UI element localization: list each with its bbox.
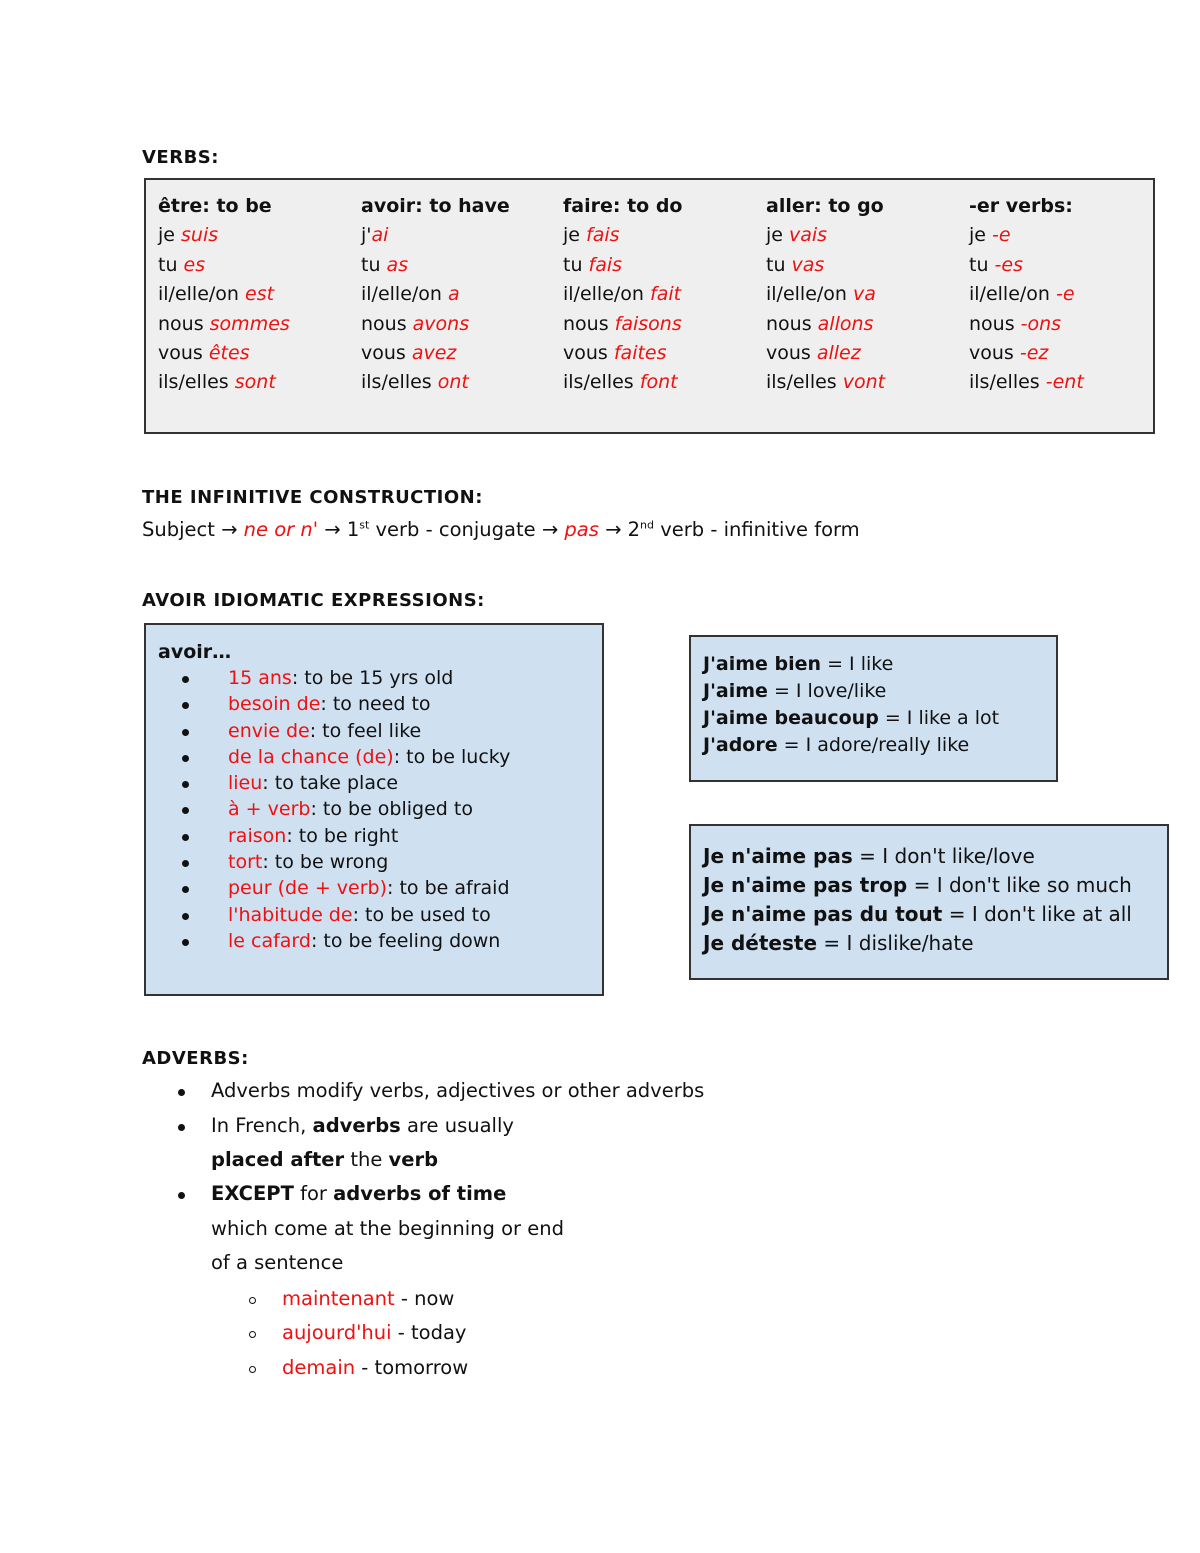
verb-column-header: faire: to do xyxy=(563,195,683,217)
conjugation-row: nous sommes xyxy=(158,312,290,335)
adverbs-point-3-cont: which come at the beginning or end xyxy=(211,1217,564,1240)
adverbs-heading: ADVERBS: xyxy=(142,1048,249,1069)
bullet-icon xyxy=(182,913,189,920)
verb-column-er-verbs xyxy=(969,192,1084,398)
adverbs-point-2: In French, adverbs are usually xyxy=(211,1114,514,1137)
conjugation-row: ils/elles font xyxy=(563,371,678,394)
like-phrase: J'aime = I love/like xyxy=(703,680,887,702)
conjugation-row: il/elle/on fait xyxy=(563,283,682,306)
like-phrase: J'aime bien = I like xyxy=(703,653,894,675)
dislike-phrase: Je n'aime pas = I don't like/love xyxy=(703,844,1035,868)
bullet-icon xyxy=(178,1124,185,1131)
verb-column-header: aller: to go xyxy=(766,195,884,217)
conjugation-row: je fais xyxy=(563,224,620,247)
conjugation-row: ils/elles -ent xyxy=(969,371,1084,394)
adverb-example: maintenant - now xyxy=(282,1287,455,1310)
adverbs-point-3-cont: of a sentence xyxy=(211,1251,344,1274)
conjugation-row: j'ai xyxy=(361,224,389,247)
conjugation-row: il/elle/on a xyxy=(361,283,460,306)
bullet-icon xyxy=(182,886,189,893)
conjugation-row: nous -ons xyxy=(969,312,1062,335)
bullet-icon xyxy=(182,755,189,762)
infinitive-heading: THE INFINITIVE CONSTRUCTION: xyxy=(142,487,483,508)
conjugation-row: ils/elles ont xyxy=(361,371,469,394)
dislike-phrase: Je n'aime pas du tout = I don't like at all xyxy=(703,902,1132,926)
adverbs-point-1: Adverbs modify verbs, adjectives or other adverbs xyxy=(211,1079,705,1102)
conjugation-row: ils/elles sont xyxy=(158,371,276,394)
bullet-icon xyxy=(182,781,189,788)
conjugation-row: tu as xyxy=(361,253,409,276)
conjugation-row: je suis xyxy=(158,224,219,247)
bullet-icon xyxy=(178,1089,185,1096)
bullet-icon xyxy=(182,729,189,736)
conjugation-row: tu es xyxy=(158,253,206,276)
conjugation-row: il/elle/on -e xyxy=(969,283,1075,306)
bullet-icon xyxy=(182,860,189,867)
conjugation-row: vous faites xyxy=(563,342,667,365)
circle-bullet-icon xyxy=(249,1331,256,1338)
avoir-expressions-heading: AVOIR IDIOMATIC EXPRESSIONS: xyxy=(142,590,485,611)
verbs-conjugation-table xyxy=(144,178,1155,434)
dislike-phrase: Je déteste = I dislike/hate xyxy=(703,931,974,955)
bullet-icon xyxy=(178,1192,185,1199)
circle-bullet-icon xyxy=(249,1366,256,1373)
verb-column-avoir xyxy=(361,192,510,398)
conjugation-row: je vais xyxy=(766,224,828,247)
conjugation-row: il/elle/on est xyxy=(158,283,275,306)
verb-column-faire xyxy=(563,192,682,398)
bullet-icon xyxy=(182,807,189,814)
conjugation-row: nous faisons xyxy=(563,312,682,335)
avoir-expressions-box: avoir… 15 ans: to be 15 yrs old besoin de: to need to envie de: to feel like de la chance (de): to be lucky lieu: to take place à + verb: to be obliged to raison: to be right tort: to be wrong peur (de + verb): to be afraid l'habitude de: to be used to le cafard: to be feeling down xyxy=(144,623,604,996)
adverb-example: aujourd'hui - today xyxy=(282,1321,467,1344)
conjugation-row: vous êtes xyxy=(158,342,250,365)
like-phrase: J'aime beaucoup = I like a lot xyxy=(703,707,1000,729)
verb-column-header: être: to be xyxy=(158,195,272,217)
conjugation-row: tu fais xyxy=(563,253,623,276)
avoir-box-title: avoir… xyxy=(158,641,232,663)
dislikes-box xyxy=(689,824,1169,980)
conjugation-row: vous allez xyxy=(766,342,861,365)
infinitive-formula: Subject → ne or n' → 1st verb - conjugate → pas → 2nd verb - infinitive form xyxy=(142,518,860,541)
adverbs-point-2-cont: placed after the verb xyxy=(211,1148,439,1171)
conjugation-row: ils/elles vont xyxy=(766,371,886,394)
bullet-icon xyxy=(182,939,189,946)
conjugation-row: vous -ez xyxy=(969,342,1049,365)
verb-column-header: avoir: to have xyxy=(361,195,510,217)
conjugation-row: je -e xyxy=(969,224,1011,247)
bullet-icon xyxy=(182,702,189,709)
dislike-phrase: Je n'aime pas trop = I don't like so much xyxy=(703,873,1132,897)
conjugation-row: nous allons xyxy=(766,312,874,335)
like-phrase: J'adore = I adore/really like xyxy=(703,734,970,756)
bullet-icon xyxy=(182,676,189,683)
conjugation-row: vous avez xyxy=(361,342,457,365)
verb-column-header: -er verbs: xyxy=(969,195,1073,217)
circle-bullet-icon xyxy=(249,1297,256,1304)
bullet-icon xyxy=(182,834,189,841)
likes-box xyxy=(689,635,1058,782)
verb-column-etre xyxy=(158,192,290,398)
verb-column-aller xyxy=(766,192,885,398)
verbs-heading: VERBS: xyxy=(142,147,219,168)
conjugation-row: tu vas xyxy=(766,253,825,276)
adverb-example: demain - tomorrow xyxy=(282,1356,469,1379)
conjugation-row: nous avons xyxy=(361,312,470,335)
conjugation-row: tu -es xyxy=(969,253,1023,276)
conjugation-row: il/elle/on va xyxy=(766,283,876,306)
adverbs-point-3: EXCEPT for adverbs of time xyxy=(211,1182,507,1205)
